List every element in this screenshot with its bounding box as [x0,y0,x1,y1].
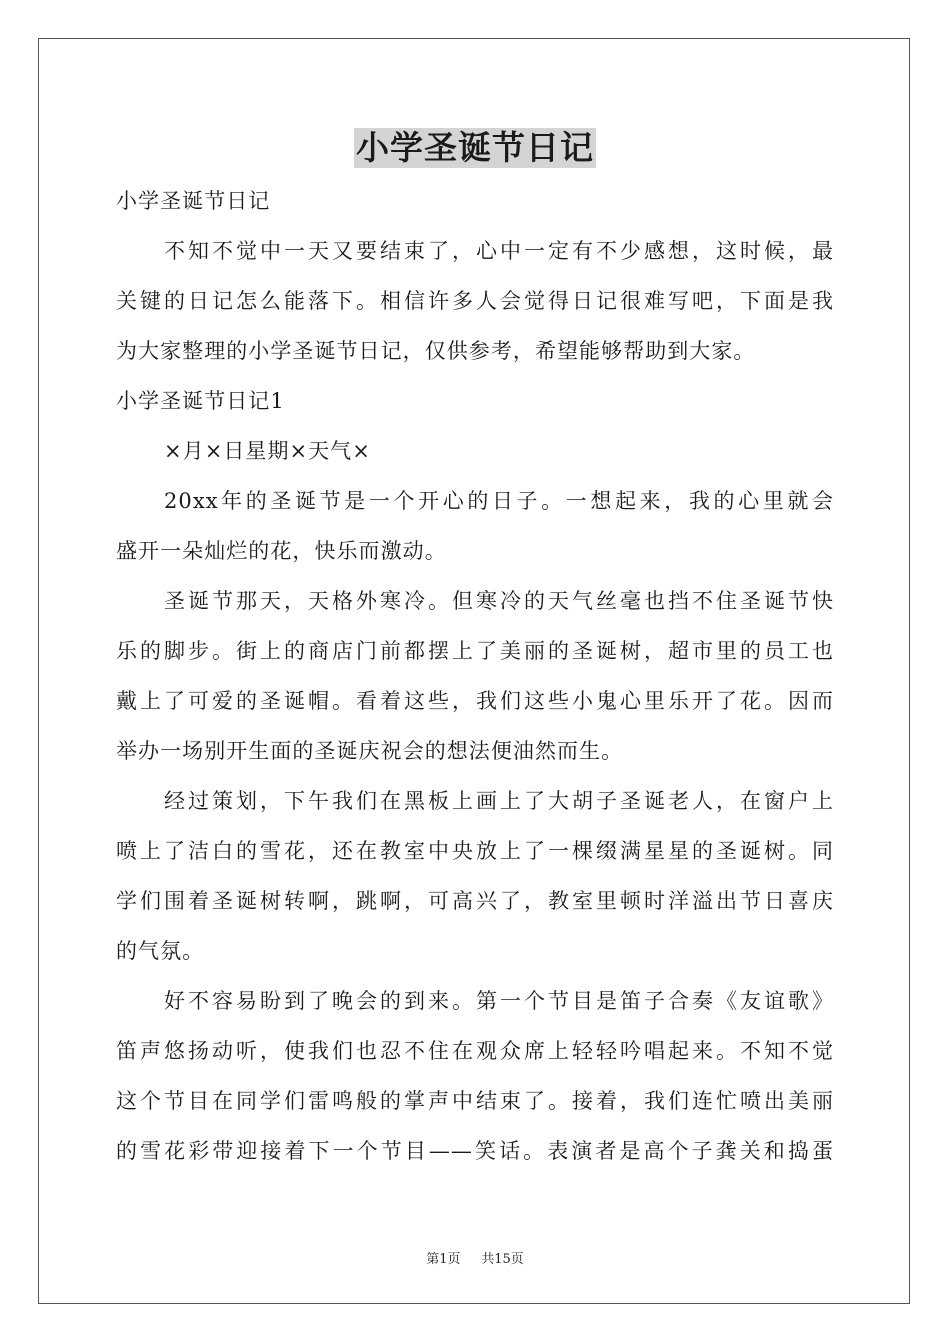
page-total: 共15页 [481,1252,524,1267]
document-body [116,176,834,1176]
paragraph-line: 的气氛。 [116,939,205,963]
subtitle-line: 小学圣诞节日记 [116,189,271,213]
paragraph-line: 盛开一朵灿烂的花，快乐而激动。 [116,539,447,563]
section-heading: 小学圣诞节日记1 [116,389,285,413]
paragraph-line: 不知不觉中一天又要结束了，心中一定有不少感想，这时候，最 [164,239,834,263]
paragraph-line: 圣诞节那天，天格外寒冷。但寒冷的天气丝毫也挡不住圣诞节快 [164,589,834,613]
paragraph-line: 关键的日记怎么能落下。相信许多人会觉得日记很难写吧，下面是我 [116,289,834,313]
paragraph-line: 戴上了可爱的圣诞帽。看着这些，我们这些小鬼心里乐开了花。因而 [116,689,834,713]
paragraph-line: 喷上了洁白的雪花，还在教室中央放上了一棵缀满星星的圣诞树。同 [116,839,834,863]
page-number: 第1页 [426,1252,461,1267]
paragraph-line: 乐的脚步。街上的商店门前都摆上了美丽的圣诞树，超市里的员工也 [116,639,834,663]
page-spacer [465,1252,477,1267]
document-title: 小学圣诞节日记 [356,128,594,167]
paragraph-line: 学们围着圣诞树转啊，跳啊，可高兴了，教室里顿时洋溢出节日喜庆 [116,889,834,913]
title-container [0,128,950,168]
paragraph-line: 20xx年的圣诞节是一个开心的日子。一想起来，我的心里就会 [164,489,834,513]
paragraph-line: 经过策划，下午我们在黑板上画上了大胡子圣诞老人，在窗户上 [164,789,834,813]
page-footer [0,1248,950,1267]
paragraph-line: 举办一场别开生面的圣诞庆祝会的想法便油然而生。 [116,739,624,763]
paragraph-line: 好不容易盼到了晚会的到来。第一个节目是笛子合奏《友谊歌》 [164,989,834,1013]
paragraph-line: 笛声悠扬动听，使我们也忍不住在观众席上轻轻吟唱起来。不知不觉 [116,1039,834,1063]
paragraph-line: 为大家整理的小学圣诞节日记，仅供参考，希望能够帮助到大家。 [116,339,756,363]
paragraph-line: 的雪花彩带迎接着下一个节目——笑话。表演者是高个子龚关和捣蛋 [116,1139,834,1163]
date-weather-line: ×月×日星期×天气× [164,439,371,463]
paragraph-line: 这个节目在同学们雷鸣般的掌声中结束了。接着，我们连忙喷出美丽 [116,1089,834,1113]
